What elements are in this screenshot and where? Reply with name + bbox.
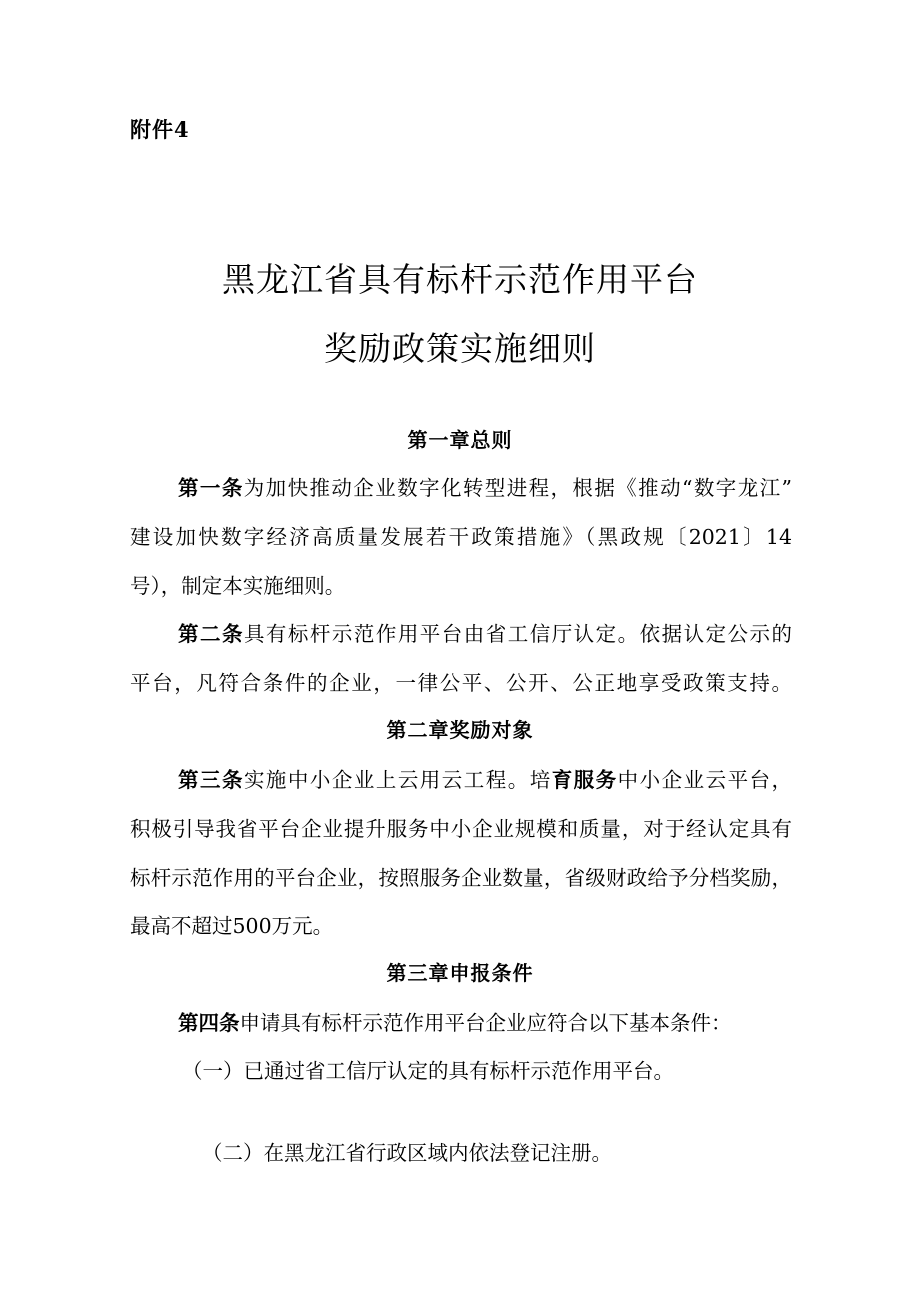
article-1-line-1 xyxy=(178,471,792,501)
document-title-line-2: 奖励政策实施细则 xyxy=(324,329,596,368)
article-4-text-1: 申请具有标杆示范作用平台企业应符合以下基本条件： xyxy=(239,1011,732,1035)
article-4-item-1: （一）已通过省工信厅认定的具有标杆示范作用平台。 xyxy=(182,1059,674,1083)
article-2-line-1 xyxy=(178,617,792,647)
article-3-line-1 xyxy=(178,763,792,793)
article-1-line-2: 建设加快数字经济高质量发展若干政策措施》（黑政规〔2021〕14 xyxy=(130,525,792,549)
document-title-line-1: 黑龙江省具有标杆示范作用平台 xyxy=(222,260,698,299)
chapter-3-heading: 第三章申报条件 xyxy=(386,961,534,985)
article-3-line-3: 标杆示范作用的平台企业，按照服务企业数量，省级财政给予分档奖励， xyxy=(130,866,792,890)
article-2-label: 第二条 xyxy=(178,622,244,646)
article-2-line-2: 平台，凡符合条件的企业，一律公平、公开、公正地享受政策支持。 xyxy=(130,671,792,695)
article-3-text-1b: 育服务 xyxy=(551,768,618,792)
attachment-label: 附件4 xyxy=(130,117,190,142)
article-4-item-2: （二）在黑龙江省行政区域内依法登记注册。 xyxy=(202,1141,612,1165)
article-3-text-1a: 实施中小企业上云用云工程。培 xyxy=(243,768,552,792)
article-1-line-3: 号），制定本实施细则。 xyxy=(130,574,346,598)
article-1-label: 第一条 xyxy=(178,476,244,500)
article-3-label: 第三条 xyxy=(178,768,244,792)
chapter-1-heading: 第一章总则 xyxy=(407,428,513,452)
article-2-text-1: 具有标杆示范作用平台由省工信厅认定。依据认定公示的 xyxy=(243,622,793,646)
article-3-text-1c: 中小企业云平台， xyxy=(617,768,793,792)
article-4-label: 第四条 xyxy=(178,1011,240,1035)
article-3-line-2: 积极引导我省平台企业提升服务中小企业规模和质量，对于经认定具有 xyxy=(130,817,792,841)
article-4-line-1 xyxy=(178,1006,792,1036)
chapter-2-heading: 第二章奖励对象 xyxy=(386,718,534,742)
article-3-line-4: 最高不超过500万元。 xyxy=(130,914,334,938)
article-1-text-1: 为加快推动企业数字化转型进程，根据《推动“数字龙江” xyxy=(243,476,793,500)
